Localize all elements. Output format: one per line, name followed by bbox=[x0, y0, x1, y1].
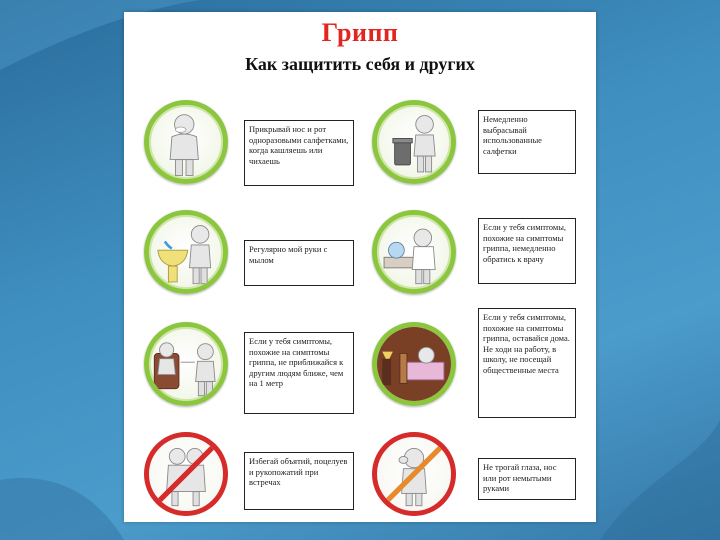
tip-text-box: Немедленно выбрасывай использованные салфетки bbox=[478, 110, 576, 174]
tip-text-box: Прикрывай нос и рот одноразовыми салфетками, когда кашляешь или чихаешь bbox=[244, 120, 354, 186]
trash-can-icon bbox=[372, 100, 456, 184]
handwashing-icon bbox=[144, 210, 228, 294]
tip-text-box: Избегай объятий, поцелуев и рукопожатий при встречах bbox=[244, 452, 354, 510]
keep-distance-icon bbox=[144, 322, 228, 406]
hugging-people-icon bbox=[144, 432, 228, 516]
doctor-visit-icon bbox=[372, 210, 456, 294]
tip-text-box: Не трогай глаза, нос или рот немытыми руками bbox=[478, 458, 576, 500]
tip-text-box: Если у тебя симптомы, похожие на симптомы гриппа, оставайся дома. Не ходи на работу, в школу, не посещай общественные места bbox=[478, 308, 576, 418]
poster-title: Грипп bbox=[321, 18, 399, 47]
tip-text-box: Если у тебя симптомы, похожие на симптомы гриппа, немедленно обратись к врачу bbox=[478, 218, 576, 284]
poster-sheet bbox=[124, 12, 596, 522]
tip-text-box: Регулярно мой руки с мылом bbox=[244, 240, 354, 286]
person-sneezing-icon bbox=[144, 100, 228, 184]
tip-text-box: Если у тебя симптомы, похожие на симптомы гриппа, не приближайся к другим людям ближе, чем на 1 метр bbox=[244, 332, 354, 414]
stay-home-icon bbox=[372, 322, 456, 406]
poster-subtitle: Как защитить себя и других bbox=[245, 54, 475, 74]
touching-face-icon bbox=[372, 432, 456, 516]
